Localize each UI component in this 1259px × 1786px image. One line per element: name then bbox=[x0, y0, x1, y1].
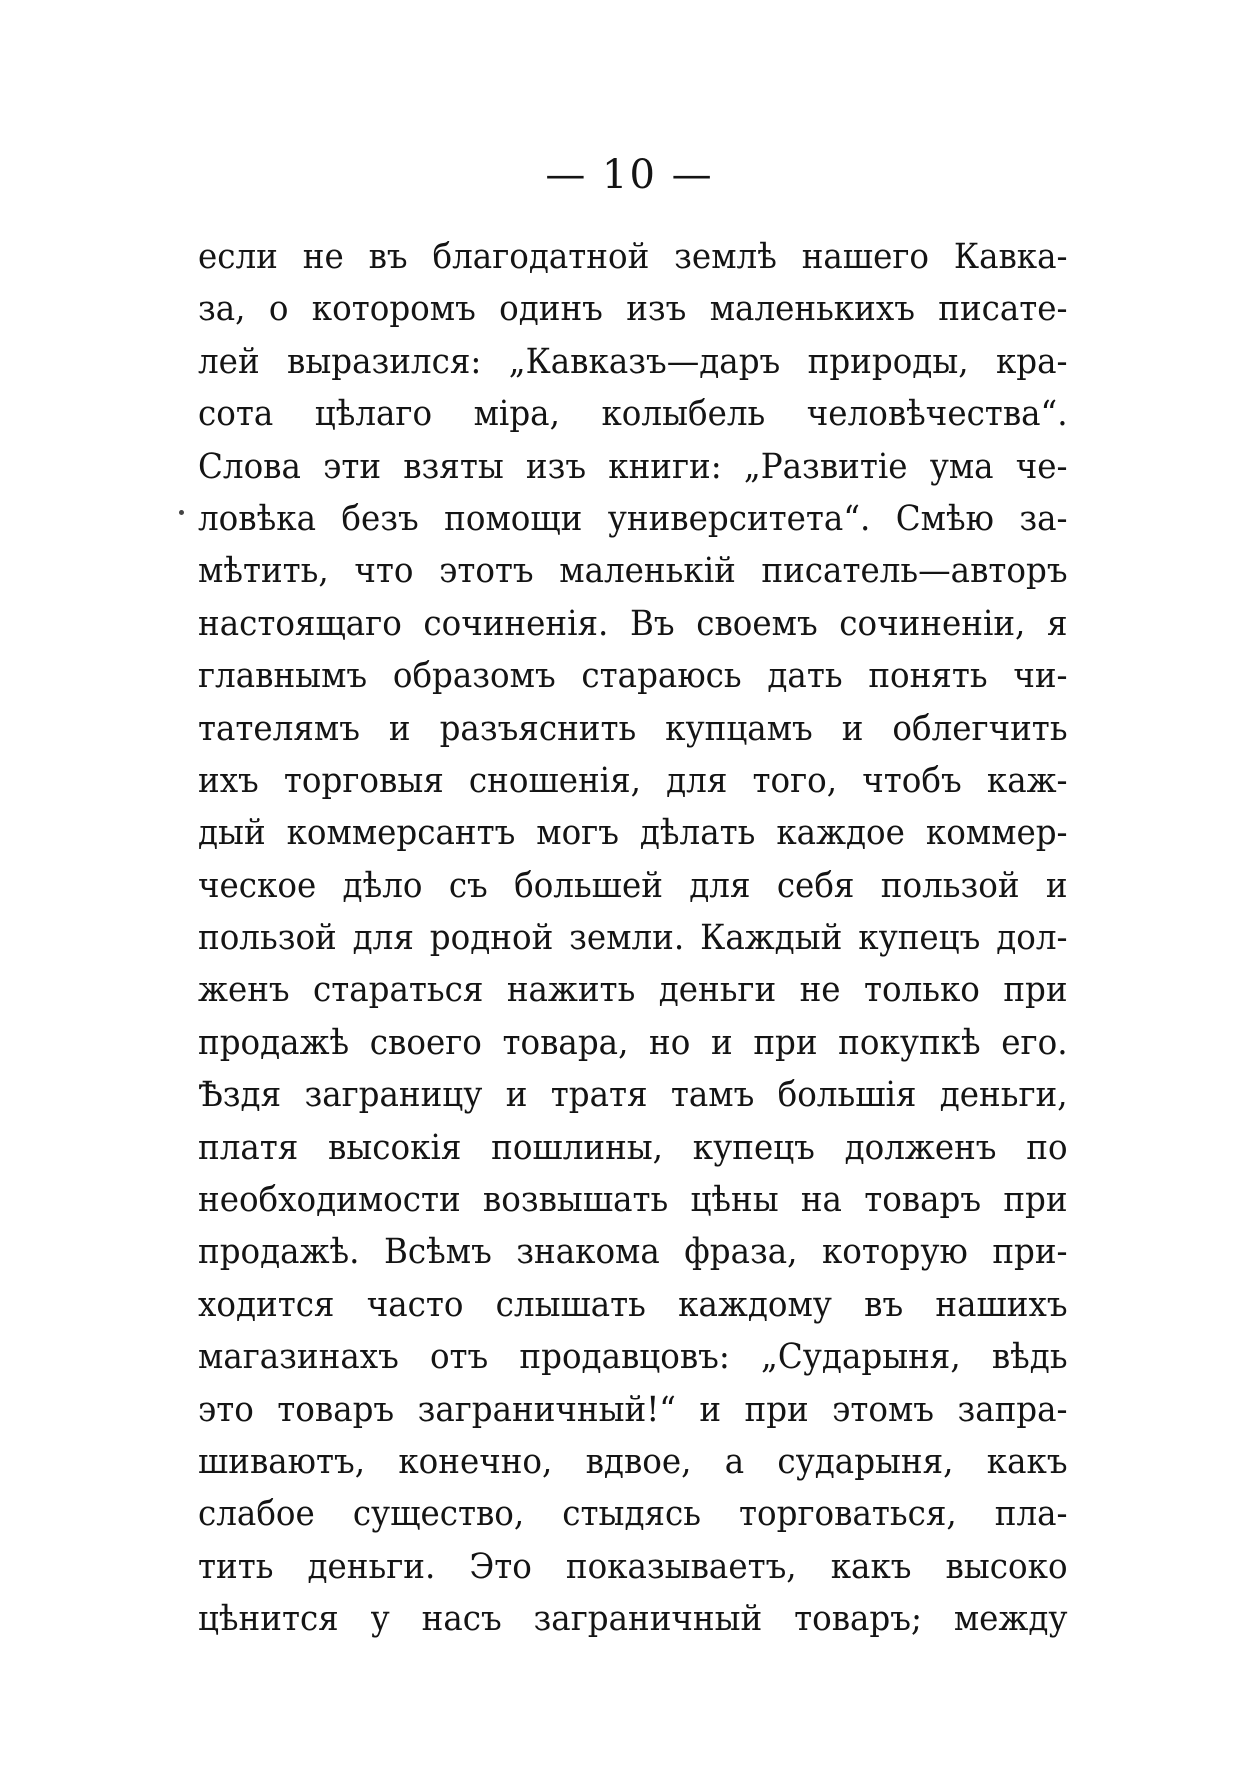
text-line: это товаръ заграничный!“ и при этомъ запра- bbox=[198, 1389, 1068, 1430]
text-line: продажѣ. Всѣмъ знакома фраза, которую при- bbox=[198, 1232, 1068, 1273]
text-line: дый коммерсантъ могъ дѣлать каждое коммер- bbox=[198, 813, 1068, 854]
text-line: Слова эти взяты изъ книги: „Развитіе ума че- bbox=[198, 446, 1068, 487]
text-line: цѣнится у насъ заграничный товаръ; между bbox=[198, 1599, 1068, 1640]
text-line: шиваютъ, конечно, вдвое, а сударыня, какъ bbox=[198, 1441, 1068, 1482]
text-line: сота цѣлаго міра, колыбель человѣчества“. bbox=[198, 394, 1068, 435]
text-line: если не въ благодатной землѣ нашего Кавка- bbox=[198, 237, 1068, 277]
text-line: слабое существо, стыдясь торговаться, пла- bbox=[198, 1494, 1068, 1535]
text-line: необходимости возвышать цѣны на товаръ при bbox=[198, 1180, 1068, 1221]
text-line: мѣтить, что этотъ маленькій писатель—авторъ bbox=[198, 551, 1068, 592]
text-line: пользой для родной земли. Каждый купецъ дол- bbox=[198, 918, 1068, 959]
text-line: платя высокія пошлины, купецъ долженъ по bbox=[198, 1127, 1068, 1168]
text-line: женъ стараться нажить деньги не только при bbox=[198, 970, 1068, 1011]
text-line: настоящаго сочиненія. Въ своемъ сочиненіи, я bbox=[198, 603, 1068, 644]
text-line: магазинахъ отъ продавцовъ: „Сударыня, вѣдь bbox=[198, 1337, 1068, 1378]
text-line: тателямъ и разъяснить купцамъ и облегчить bbox=[198, 708, 1068, 749]
text-line: лей выразился: „Кавказъ—даръ природы, кра- bbox=[198, 341, 1068, 382]
text-line: ходится часто слышать каждому въ нашихъ bbox=[198, 1284, 1068, 1325]
text-line: главнымъ образомъ стараюсь дать понять чи- bbox=[198, 656, 1068, 697]
text-line: ловѣка безъ помощи университета“. Смѣю за- bbox=[198, 498, 1068, 539]
page-number: — 10 — bbox=[545, 152, 714, 198]
text-line: Ѣздя заграницу и тратя тамъ большія деньги, bbox=[198, 1075, 1068, 1116]
text-line: ческое дѣло съ большей для себя пользой и bbox=[198, 865, 1068, 906]
text-line: тить деньги. Это показываетъ, какъ высоко bbox=[198, 1546, 1068, 1587]
text-line: ихъ торговыя сношенія, для того, чтобъ каж- bbox=[198, 760, 1068, 801]
text-line: за, о которомъ одинъ изъ маленькихъ писате- bbox=[198, 289, 1068, 330]
body-text bbox=[198, 231, 1068, 1646]
margin-speck bbox=[179, 510, 184, 515]
text-line: продажѣ своего товара, но и при покупкѣ его. bbox=[198, 1022, 1068, 1063]
